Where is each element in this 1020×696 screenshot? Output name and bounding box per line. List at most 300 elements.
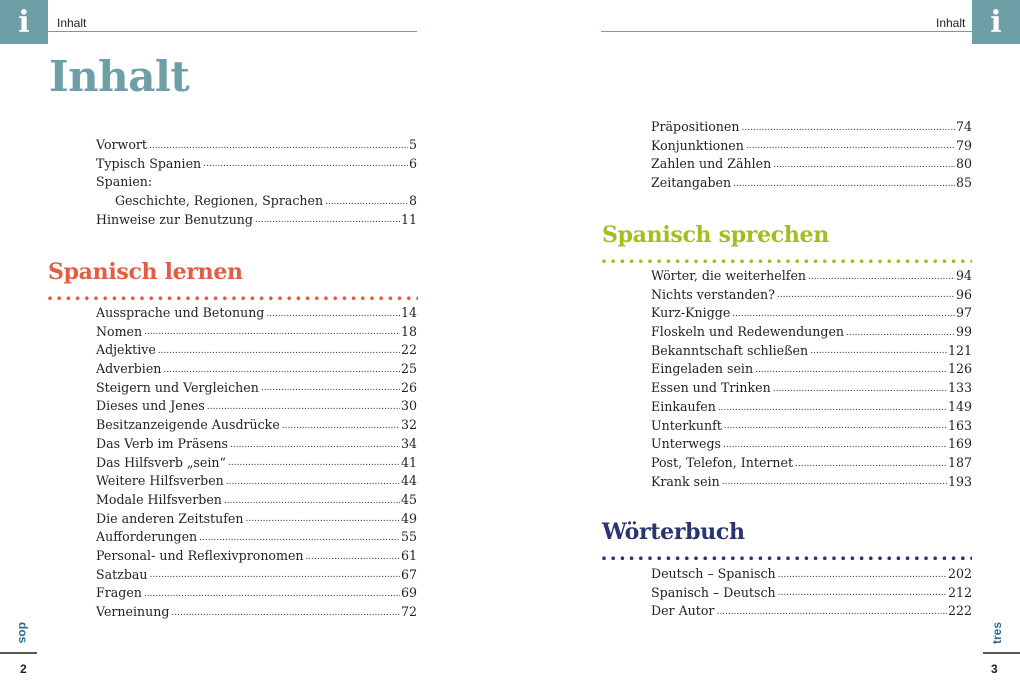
dot [379,296,383,300]
dot-leader [773,155,955,174]
dot [786,556,790,560]
toc-entry[interactable] [651,379,972,398]
dot [906,556,910,560]
dot [361,296,365,300]
dot [703,556,707,560]
toc-entry-page: 44 [400,473,417,489]
page-number-left: 2 [20,662,27,676]
toc-entry-label: Essen und Trinken [651,380,771,396]
dot [768,556,772,560]
dotted-rule [602,259,972,263]
toc-entry[interactable] [96,547,417,566]
dot [814,556,818,560]
dot [832,259,836,263]
toc-entry-label: Aufforderungen [96,529,198,545]
dot-leader [808,267,955,286]
dot-leader [773,379,947,398]
dot-leader [261,379,400,398]
dot-leader [203,155,408,174]
dot-leader [846,323,955,342]
dot [897,556,901,560]
dot [621,259,625,263]
page-number-right: 3 [991,662,998,676]
dot [278,296,282,300]
dot [214,296,218,300]
dot-leader [723,435,947,454]
toc-entry-page: 67 [400,566,417,582]
toc-entry[interactable] [651,267,972,286]
toc-entry-page: 6 [408,155,417,171]
toc-entry-page: 45 [400,491,417,507]
toc-entry-page: 97 [955,305,972,321]
section-heading: Wörterbuch [602,519,745,545]
dot [805,556,809,560]
toc-entry[interactable] [651,417,972,436]
toc-entry-page: 133 [947,380,972,396]
toc-entry-label: Satzbau [96,566,148,582]
dot [887,556,891,560]
toc-entry[interactable] [96,360,417,379]
toc-entry[interactable] [651,323,972,342]
dot [777,556,781,560]
dot-leader [150,566,400,585]
toc-entry[interactable] [651,565,972,584]
dot [333,296,337,300]
section-heading: Spanisch sprechen [602,222,829,248]
dot-leader [306,547,400,566]
toc-entry[interactable] [96,584,417,603]
dot [676,259,680,263]
dot [943,556,947,560]
toc-entry-page: 85 [955,175,972,191]
dot [897,259,901,263]
toc-entry-page: 61 [400,547,417,563]
dot [731,259,735,263]
toc-entry[interactable] [651,342,972,361]
dot-leader [228,454,400,473]
dot [869,259,873,263]
toc-entry[interactable] [651,118,972,137]
dot [740,259,744,263]
toc-entry-page: 79 [955,137,972,153]
dot [205,296,209,300]
dot [952,259,956,263]
toc-entry-label: Weitere Hilfsverben [96,473,224,489]
dot [416,296,418,300]
dot [241,296,245,300]
toc-entry-page: 99 [955,324,972,340]
dot [195,296,199,300]
dot [630,259,634,263]
dot [287,296,291,300]
toc-entry[interactable] [96,341,417,360]
dot-leader [724,417,947,436]
dot-leader [154,173,416,192]
toc-entry[interactable] [96,435,417,454]
dot [703,259,707,263]
dot [924,556,928,560]
toc-entry[interactable] [651,360,972,379]
toc-entry[interactable] [96,173,417,192]
toc-entry-page: 30 [400,398,417,414]
toc-entry-label: Deutsch – Spanisch [651,566,776,581]
toc-entry-label: Eingeladen sein [651,361,754,377]
dot [961,259,965,263]
dot [878,556,882,560]
dot [860,556,864,560]
dot-leader [732,304,955,323]
dot-leader [716,602,947,621]
dot [140,296,144,300]
dot-leader [144,323,400,342]
dot [759,556,763,560]
dot-leader [226,472,400,491]
side-label-left: dos [16,622,30,644]
toc-entry-label: Post, Telefon, Internet [651,454,794,470]
toc-entry-page: 55 [400,529,417,545]
dot [131,296,135,300]
info-icon: i [972,0,1020,44]
toc-entry[interactable] [651,602,972,621]
toc-entry[interactable] [651,137,972,156]
dot-leader [230,435,400,454]
dot [186,296,190,300]
toc-entry-page: 5 [408,137,417,152]
toc-entry[interactable] [96,510,417,529]
dot [103,296,107,300]
dot [924,259,928,263]
toc-entry-label: Zahlen und Zählen [651,156,772,172]
dotted-rule [602,556,972,560]
dot-leader [149,136,408,155]
toc-entry[interactable] [96,211,417,230]
toc-entry[interactable] [651,174,972,193]
dot [389,296,393,300]
toc-entry-page: 14 [400,305,417,320]
toc-section2-list [651,267,972,491]
dot-leader [778,565,947,584]
dot-leader [722,473,947,492]
dot [602,259,606,263]
toc-entry-page: 22 [400,342,417,358]
toc-entry[interactable] [651,286,972,305]
toc-entry-label: Das Hilfsverb „sein“ [96,454,226,470]
dot-leader [810,342,947,361]
toc-entry[interactable] [96,136,417,155]
toc-entry-page: 49 [400,510,417,526]
toc-entry-label: Nichts verstanden? [651,286,775,302]
dot [630,556,634,560]
toc-entry-page: 163 [947,417,972,433]
dot-leader [224,491,400,510]
dot [722,259,726,263]
dot-leader [733,174,955,193]
toc-entry[interactable] [96,323,417,342]
toc-entry[interactable] [96,603,417,622]
toc-entry-label: Aussprache und Betonung [96,305,265,320]
dot [602,556,606,560]
running-title-right: Inhalt [936,16,966,30]
toc-entry[interactable] [96,397,417,416]
toc-entry-label: Nomen [96,323,143,339]
dot [94,296,98,300]
page-title: Inhalt [49,52,190,101]
toc-entry-page: 41 [400,454,417,470]
toc-entry-label: Unterwegs [651,436,722,452]
toc-entry[interactable] [96,192,417,211]
toc-entry[interactable] [651,398,972,417]
dot [315,296,319,300]
toc-entry[interactable] [96,566,417,585]
dot [611,556,615,560]
dot-leader [741,118,954,137]
dot [648,259,652,263]
info-icon: i [0,0,48,44]
toc-entry-page: 32 [400,417,417,433]
footer-rule-left [0,652,37,654]
toc-entry-label: Die anderen Zeitstufen [96,510,244,526]
toc-entry-page: 212 [947,584,972,600]
dot-leader [282,416,400,435]
toc-entry[interactable] [651,473,972,492]
toc-entry[interactable] [651,435,972,454]
dot [970,556,972,560]
dot [251,296,255,300]
toc-entry-label: Geschichte, Regionen, Sprachen [115,193,324,209]
dot [621,556,625,560]
dot [352,296,356,300]
dot-leader [325,192,408,211]
toc-entry-page: 94 [955,268,972,283]
dot [878,259,882,263]
dot [851,259,855,263]
dot [915,556,919,560]
toc-entry-page: 202 [947,566,972,581]
dot [906,259,910,263]
dot [232,296,236,300]
dot [168,296,172,300]
dot-leader [207,397,400,416]
toc-entry-page: 25 [400,361,417,377]
dot [933,259,937,263]
dot [841,259,845,263]
section-spanisch-sprechen [602,222,972,267]
dot [915,259,919,263]
toc-entry-page: 96 [955,286,972,302]
dot-leader [171,603,400,622]
toc-entry-label: Der Autor [651,603,715,619]
dot [297,296,301,300]
section-woerterbuch [602,519,972,564]
dot [306,296,310,300]
toc-entry-page: 34 [400,435,417,451]
dot [823,259,827,263]
dot [76,296,80,300]
dot [685,259,689,263]
toc-entry[interactable] [96,155,417,174]
dot [887,259,891,263]
toc-entry-page: 72 [400,604,417,619]
dot [952,556,956,560]
toc-entry[interactable] [651,155,972,174]
dot [407,296,411,300]
dot-leader [158,341,400,360]
dot [805,259,809,263]
toc-entry-page: 69 [400,585,417,601]
dot [832,556,836,560]
toc-entry[interactable] [96,491,417,510]
dot [639,259,643,263]
dot [731,556,735,560]
dot [611,259,615,263]
toc-entry-page: 187 [947,454,972,470]
dot [343,296,347,300]
toc-entry[interactable] [651,584,972,603]
dot [768,259,772,263]
dot [122,296,126,300]
dot [786,259,790,263]
toc-entry-label: Das Verb im Präsens [96,435,229,451]
toc-entry-page: 121 [947,342,972,358]
dot-leader [266,304,400,323]
toc-section3-list [651,565,972,621]
toc-entry-label: Fragen [96,585,142,601]
toc-entry[interactable] [651,454,972,473]
dot [657,556,661,560]
dot [694,259,698,263]
toc-entry-label: Bekanntschaft schließen [651,342,809,358]
toc-entry-page: 80 [955,156,972,172]
toc-entry-label: Wörter, die weiterhelfen [651,268,807,283]
dotted-rule [48,296,418,300]
dot [223,296,227,300]
toc-entry-page: 169 [947,436,972,452]
dot [667,556,671,560]
dot-leader [778,584,947,603]
section-heading: Spanisch lernen [48,259,243,285]
toc-entry-label: Spanisch – Deutsch [651,584,776,600]
dot [713,556,717,560]
toc-entry-page: 26 [400,379,417,395]
dot [370,296,374,300]
toc-entry-page: 74 [955,119,972,134]
toc-entry-label: Krank sein [651,473,720,489]
toc-entry-page: 222 [947,603,972,619]
dot [814,259,818,263]
toc-entry[interactable] [96,379,417,398]
dot [869,556,873,560]
dot [685,556,689,560]
dot [795,259,799,263]
header-rule-right [601,31,972,32]
dot [67,296,71,300]
toc-entry-page: 11 [400,211,417,227]
dot [260,296,264,300]
dot [648,556,652,560]
toc-entry[interactable] [96,454,417,473]
toc-entry[interactable] [651,304,972,323]
toc-entry-label: Zeitangaben [651,175,732,191]
toc-entry-page [416,173,417,192]
dot [860,259,864,263]
header-rule-left [48,31,417,32]
dot [177,296,181,300]
toc-entry-label: Personal- und Reflexivpronomen [96,547,304,563]
toc-entry[interactable] [96,528,417,547]
dot [851,556,855,560]
toc-entry[interactable] [96,472,417,491]
toc-continued-list [651,118,972,193]
dot [943,259,947,263]
dot [48,296,52,300]
dot-leader [245,510,400,529]
toc-entry-label: Modale Hilfsverben [96,491,222,507]
dot [749,259,753,263]
toc-entry-page: 149 [947,398,972,414]
dot [841,556,845,560]
toc-section1-list [96,304,417,622]
toc-entry-page: 8 [408,193,417,209]
toc-entry[interactable] [96,304,417,323]
toc-entry-label: Spanien: [96,174,153,190]
dot [324,296,328,300]
dot [676,556,680,560]
dot-leader [795,454,947,473]
toc-entry-label: Dieses und Jenes [96,398,205,414]
toc-entry-label: Adjektive [96,342,156,358]
dot [722,556,726,560]
dot-leader [163,360,400,379]
dot [694,556,698,560]
running-title-left: Inhalt [57,16,87,30]
toc-entry-label: Konjunktionen [651,137,744,153]
dot [795,556,799,560]
dot [777,259,781,263]
dot [749,556,753,560]
toc-entry-label: Unterkunft [651,417,722,433]
dot-leader [718,398,947,417]
dot [740,556,744,560]
dot [667,259,671,263]
toc-entry-label: Verneinung [96,604,170,619]
dot [398,296,402,300]
dot [639,556,643,560]
dot [85,296,89,300]
toc-entry-label: Floskeln und Redewendungen [651,324,845,340]
toc-entry-page: 18 [400,323,417,339]
side-label-right: tres [990,621,1004,644]
dot-leader [777,286,955,305]
dot [113,296,117,300]
dot [57,296,61,300]
dot [759,259,763,263]
footer-rule-right [983,652,1020,654]
dot-leader [746,137,955,156]
dot-leader [144,584,400,603]
dot [713,259,717,263]
toc-entry-label: Vorwort [96,137,147,152]
toc-entry-label: Einkaufen [651,398,716,414]
dot [149,296,153,300]
toc-entry[interactable] [96,416,417,435]
dot [970,259,972,263]
toc-entry-label: Steigern und Vergleichen [96,379,259,395]
dot-leader [199,528,400,547]
toc-entry-label: Kurz-Knigge [651,305,731,321]
toc-entry-label: Hinweise zur Benutzung [96,211,253,227]
dot-leader [755,360,947,379]
dot [823,556,827,560]
